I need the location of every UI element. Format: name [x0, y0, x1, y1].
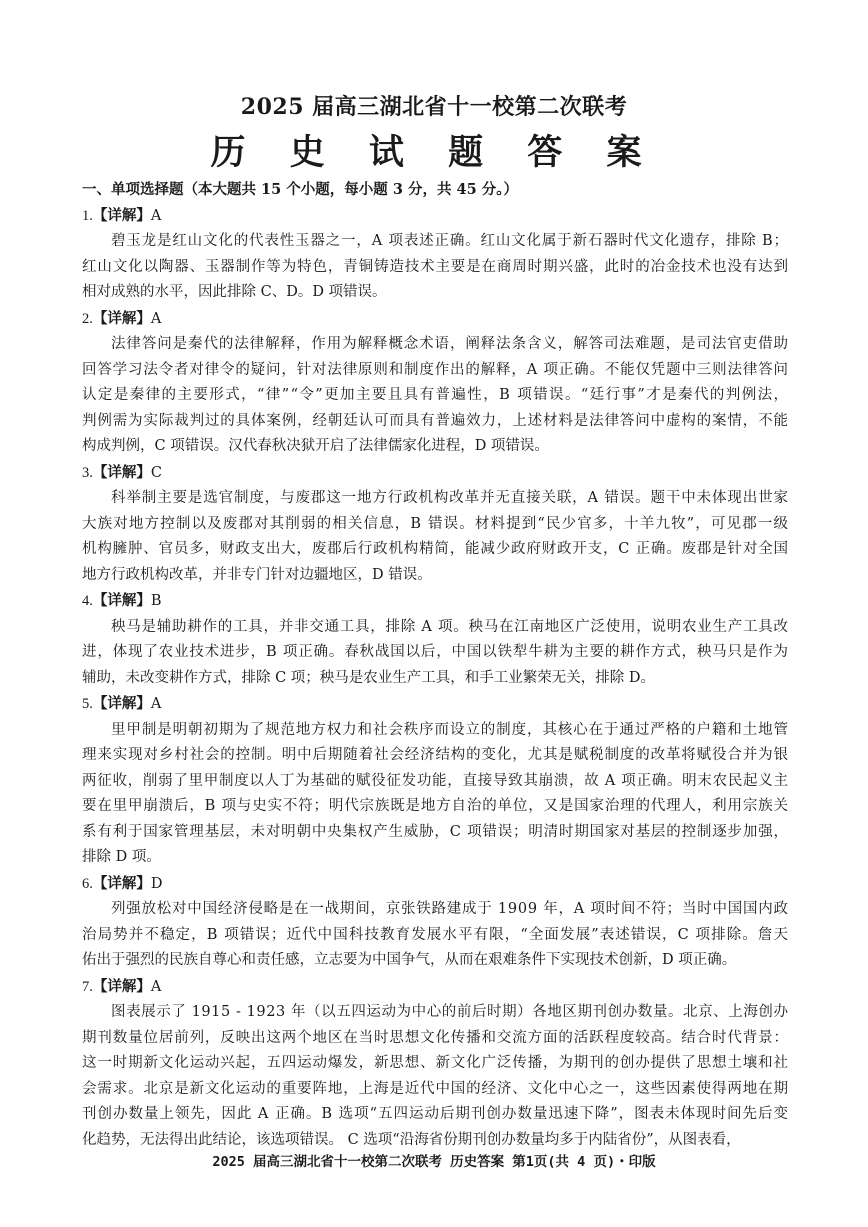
question-item — [82, 460, 788, 589]
explanation-paragraph — [82, 229, 788, 306]
explanation-line: 图表展示了 1915 - 1923 年（以五四运动为中心的前后时期）各地区期刊创办数量。北京、上海创办 — [111, 1004, 789, 1020]
question-header — [82, 306, 788, 333]
explanation-line: 要在里甲崩溃后，B 项与史实不符；明代宗族既是地方自治的单位，又是国家治理的代理人，利用宗族关 — [82, 798, 789, 814]
question-item — [82, 203, 788, 306]
explanation-line: 回答学习法令者对律令的疑问，针对法律原则和制度作出的解释，A 项正确。不能仅凭题中三则法律答问 — [82, 361, 789, 378]
explanation-line: 刊创办数量上领先，因此 A 正确。B 选项“五四运动后期刊创办数量迅速下降”，图表未体现时间先后变 — [82, 1106, 789, 1122]
question-item — [82, 306, 788, 460]
explanation-line: 列强放松对中国经济侵略是在一战期间，京张铁路建成于 1909 年，A 项时间不符；当时中国国内政 — [111, 901, 789, 917]
question-header — [82, 871, 788, 898]
question-header — [82, 691, 788, 718]
explanation-line: 构成判例，C 项错误。汉代春秋决狱开启了法律儒家化进程，D 项错误。 — [82, 438, 549, 454]
question-header — [82, 974, 788, 1001]
explanation-paragraph — [82, 718, 788, 871]
question-item — [82, 691, 788, 871]
page-footer: 2025 届高三湖北省十一校第二次联考 历史答案 第1页(共 4 页)・印版 — [212, 1154, 656, 1170]
question-item — [82, 871, 788, 974]
explanation-line: 佑出于强烈的民族自尊心和责任感，立志要为中国争气，从而在艰难条件下实现技术创新，D 项正确。 — [82, 952, 737, 968]
answer-letter: B — [150, 593, 162, 609]
question-header — [82, 588, 788, 615]
explanation-line: 进，体现了农业技术进步，B 项正确。春秋战国以后，中国以铁犁牛耕为主要的耕作方式，秧马只是作为 — [82, 644, 789, 660]
explanation-paragraph — [82, 332, 788, 460]
explanation-line: 理来实现对乡村社会的控制。明中后期随着社会经济结构的变化，尤其是赋税制度的改革将赋役合并为银 — [82, 747, 789, 763]
explanation-line: 两征收，削弱了里甲制度以人丁为基础的赋役征发功能，直接导致其崩溃，故 A 项正确。明末农民起义主 — [82, 772, 789, 789]
explanation-line: 法律答问是秦代的法律解释，作用为解释概念术语，阐释法条含义，解答司法难题，是司法官吏借助 — [111, 336, 789, 352]
detail-tag: 【详解】 — [92, 977, 151, 995]
explanation-line: 化趋势，无法得出此结论，该选项错误。 C 选项“沿海省份期刊创办数量均多于内陆省份”，从图表看， — [82, 1131, 741, 1148]
answer-letter: C — [150, 464, 162, 481]
explanation-line: 里甲制是明朝初期为了规范地方权力和社会秩序而设立的制度，其核心在于通过严格的户籍和土地管 — [111, 721, 789, 738]
explanation-line: 这一时期新文化运动兴起，五四运动爆发，新思想、新文化广泛传播，为期刊的创办提供了思想土壤和社 — [82, 1055, 789, 1071]
answer-letter: A — [150, 978, 162, 995]
explanation-line: 地方行政机构改革，并非专门针对边疆地区，D 错误。 — [82, 566, 432, 583]
exam-title: 2025 届高三湖北省十一校第二次联考 — [240, 94, 628, 120]
main-title: 历 史 试 题 答 案 — [210, 132, 658, 173]
question-number: 5. — [82, 696, 93, 712]
detail-tag: 【详解】 — [92, 309, 151, 327]
question-number: 3. — [82, 464, 93, 481]
detail-tag: 【详解】 — [92, 592, 151, 609]
question-item — [82, 974, 788, 1154]
answer-letter: A — [150, 207, 162, 224]
explanation-line: 相对成熟的水平，因此排除 C、D。D 项错误。 — [82, 284, 387, 300]
question-header — [82, 460, 788, 487]
explanation-line: 排除 D 项。 — [82, 849, 161, 865]
detail-tag: 【详解】 — [92, 874, 151, 892]
detail-tag: 【详解】 — [92, 463, 151, 481]
question-number: 7. — [82, 978, 93, 995]
explanation-line: 治局势并不稳定，B 项错误；近代中国科技教育发展水平有限，“全面发展”表述错误，C 项排除。詹天 — [82, 926, 790, 943]
explanation-paragraph — [82, 615, 788, 692]
explanation-line: 科举制主要是选官制度，与废郡这一地方行政机构改革并无直接关联，A 错误。题干中未体现出世家 — [111, 490, 789, 506]
question-number: 1. — [82, 207, 93, 224]
explanation-paragraph — [82, 897, 788, 974]
explanation-line: 判例需为实际裁判过的具体案例，经朝廷认可而具有普遍效力，上述材料是法律答问中虚构的案情，不能 — [82, 412, 789, 429]
detail-tag: 【详解】 — [92, 695, 151, 712]
detail-tag: 【详解】 — [92, 206, 151, 224]
explanation-line: 会需求。北京是新文化运动的重要阵地，上海是近代中国的经济、文化中心之一，这些因素使得两地在期 — [82, 1080, 789, 1097]
answer-letter: A — [150, 310, 162, 327]
question-item — [82, 588, 788, 691]
section-heading: 一、单项选择题（本大题共 15 个小题，每小题 3 分，共 45 分。） — [82, 181, 518, 198]
question-header — [82, 203, 788, 230]
explanation-paragraph — [82, 1000, 788, 1153]
explanation-line: 机构臃肿、官员多，财政支出大，废郡后行政机构精简，能减少政府财政开支，C 正确。废郡是针对全国 — [82, 541, 789, 557]
question-number: 6. — [82, 875, 93, 892]
explanation-line: 红山文化以陶器、玉器制作等为特色，青铜铸造技术主要是在商周时期兴盛，此时的冶金技术也没有达到 — [82, 258, 789, 275]
question-number: 2. — [82, 310, 93, 327]
explanation-paragraph — [82, 486, 788, 588]
explanation-line: 辅助，未改变耕作方式，排除 C 项；秧马是农业生产工具，和手工业繁荣无关，排除 D。 — [82, 669, 656, 686]
explanation-line: 秧马是辅助耕作的工具，并非交通工具，排除 A 项。秧马在江南地区广泛使用，说明农业生产工具改 — [111, 618, 789, 635]
explanation-line: 认定是秦律的主要形式，“律”“令”更加主要且具有普遍性，B 项错误。“廷行事”才是秦代的判例法， — [82, 387, 790, 403]
question-number: 4. — [82, 593, 93, 609]
answer-letter: D — [150, 875, 163, 892]
explanation-line: 大族对地方控制以及废郡对其削弱的相关信息，B 错误。材料提到“民少官多，十羊九牧”，可见郡一级 — [82, 515, 790, 532]
explanation-line: 期刊数量位居前列，反映出这两个地区在当时思想文化传播和交流方面的活跃程度较高。结合时代背景： — [82, 1029, 789, 1046]
explanation-line: 系有利于国家管理基层，未对明朝中央集权产生威胁，C 项错误；明清时期国家对基层的控制逐步加强， — [82, 823, 789, 840]
question-list — [82, 203, 788, 1154]
answer-content — [82, 177, 788, 1153]
answer-letter: A — [150, 696, 162, 712]
explanation-line: 碧玉龙是红山文化的代表性玉器之一，A 项表述正确。红山文化属于新石器时代文化遗存，排除 B； — [111, 233, 789, 249]
